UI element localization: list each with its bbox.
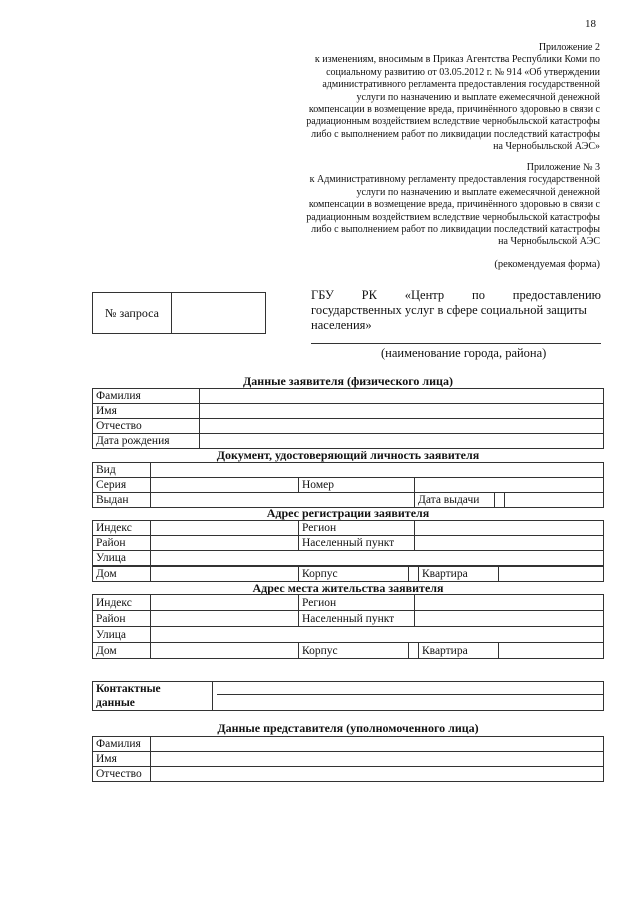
table-row bbox=[93, 419, 604, 434]
live-building-label: Корпус bbox=[299, 643, 409, 659]
table-row bbox=[93, 551, 604, 566]
reg-index-label: Индекс bbox=[93, 521, 151, 536]
doc-number-field[interactable] bbox=[415, 478, 604, 493]
request-number-box bbox=[92, 292, 266, 334]
patronymic-label: Отчество bbox=[93, 419, 200, 434]
org-line-3: населения» bbox=[311, 318, 372, 332]
birth-date-field[interactable] bbox=[200, 434, 604, 449]
live-index-label: Индекс bbox=[93, 595, 151, 611]
rep-name-field[interactable] bbox=[151, 752, 604, 767]
table-row bbox=[93, 434, 604, 449]
representative-table bbox=[92, 736, 604, 782]
surname-field[interactable] bbox=[200, 389, 604, 404]
reg-district-label: Район bbox=[93, 536, 151, 551]
table-row bbox=[93, 737, 604, 752]
appendix-3-line: на Чернобыльской АЭС bbox=[498, 236, 600, 248]
reg-street-label: Улица bbox=[93, 551, 151, 566]
reg-building-field[interactable] bbox=[409, 567, 419, 582]
organization-name bbox=[311, 288, 601, 333]
doc-kind-label: Вид bbox=[93, 463, 151, 478]
appendix-3-line: либо с выполнением работ по ликвидации последствий катастрофы bbox=[311, 224, 600, 236]
org-line-2: государственных услуг в сфере социальной защиты bbox=[311, 303, 587, 317]
rep-patronymic-field[interactable] bbox=[151, 767, 604, 782]
appendix-2-line: Приложение 2 bbox=[538, 42, 600, 53]
table-row bbox=[93, 567, 604, 582]
doc-series-field[interactable] bbox=[151, 478, 299, 493]
patronymic-field[interactable] bbox=[200, 419, 604, 434]
table-row bbox=[93, 643, 604, 659]
appendix-2-line: радиационным воздействием вследствие чернобыльской катастрофы bbox=[306, 116, 600, 128]
contact-label bbox=[93, 682, 213, 711]
reg-address-table bbox=[92, 520, 604, 566]
appendix-2-line: компенсации в возмещение вреда, причинённого здоровью в связи с bbox=[308, 104, 600, 116]
live-house-label: Дом bbox=[93, 643, 151, 659]
request-number-label: № запроса bbox=[93, 293, 172, 333]
org-word: РК bbox=[361, 288, 377, 302]
table-row bbox=[93, 752, 604, 767]
appendix-3-line: компенсации в возмещение вреда, причинённого здоровью в связи с bbox=[308, 199, 600, 211]
doc-issued-by-label: Выдан bbox=[93, 493, 151, 508]
live-region-field[interactable] bbox=[415, 595, 604, 611]
name-label: Имя bbox=[93, 404, 200, 419]
appendix-3-line: услуги по назначению и выплате ежемесячной денежной bbox=[356, 186, 600, 198]
table-row bbox=[93, 463, 604, 478]
live-locality-field[interactable] bbox=[415, 611, 604, 627]
reg-house-field[interactable] bbox=[151, 567, 299, 582]
reg-index-field[interactable] bbox=[151, 521, 299, 536]
doc-issue-date-label: Дата выдачи bbox=[415, 493, 495, 508]
reg-house-table bbox=[92, 566, 604, 582]
reg-address-section-header: Адрес регистрации заявителя bbox=[266, 506, 430, 520]
table-row bbox=[93, 478, 604, 493]
table-row bbox=[93, 404, 604, 419]
live-apartment-field[interactable] bbox=[499, 643, 604, 659]
table-row bbox=[93, 767, 604, 782]
birth-date-label: Дата рождения bbox=[93, 434, 200, 449]
contact-label-line-1: Контактные bbox=[96, 683, 161, 695]
name-field[interactable] bbox=[200, 404, 604, 419]
appendix-3-note bbox=[306, 162, 600, 249]
page-number: 18 bbox=[585, 18, 596, 30]
doc-number-label: Номер bbox=[299, 478, 415, 493]
table-row bbox=[93, 682, 604, 711]
contact-label-line-2: данные bbox=[96, 697, 135, 709]
live-district-label: Район bbox=[93, 611, 151, 627]
doc-series-label: Серия bbox=[93, 478, 151, 493]
live-house-field[interactable] bbox=[151, 643, 299, 659]
reg-region-field[interactable] bbox=[415, 521, 604, 536]
live-address-section-header: Адрес места жительства заявителя bbox=[252, 581, 444, 595]
org-word: ГБУ bbox=[311, 288, 334, 302]
live-address-table bbox=[92, 594, 604, 643]
reg-locality-label: Населенный пункт bbox=[299, 536, 415, 551]
request-number-field[interactable] bbox=[172, 293, 265, 333]
reg-district-field[interactable] bbox=[151, 536, 299, 551]
appendix-2-line: на Чернобыльской АЭС» bbox=[493, 141, 600, 153]
rep-patronymic-label: Отчество bbox=[93, 767, 151, 782]
table-row bbox=[93, 595, 604, 611]
document-section-header: Документ, удостоверяющий личность заявителя bbox=[216, 448, 480, 462]
org-word: предоставлению bbox=[512, 288, 601, 302]
live-building-field[interactable] bbox=[409, 643, 419, 659]
rep-name-label: Имя bbox=[93, 752, 151, 767]
org-word: по bbox=[472, 288, 485, 302]
live-index-field[interactable] bbox=[151, 595, 299, 611]
representative-section-header: Данные представителя (уполномоченного лица) bbox=[217, 721, 479, 735]
live-street-label: Улица bbox=[93, 627, 151, 643]
appendix-3-line: к Административному регламенту предоставления государственной bbox=[309, 174, 600, 186]
city-caption: (наименование города, района) bbox=[381, 346, 547, 360]
contact-table bbox=[92, 681, 604, 711]
appendix-2-line: услуги по назначению и выплате ежемесячной денежной bbox=[356, 91, 600, 103]
table-row bbox=[93, 611, 604, 627]
city-input-line[interactable] bbox=[311, 343, 601, 344]
org-word: «Центр bbox=[404, 288, 445, 302]
surname-label: Фамилия bbox=[93, 389, 200, 404]
reg-region-label: Регион bbox=[299, 521, 415, 536]
appendix-2-line: к изменениям, вносимым в Приказ Агентства Республики Коми по bbox=[314, 54, 600, 66]
live-house-table bbox=[92, 642, 604, 659]
appendix-2-line: либо с выполнением работ по ликвидации последствий катастрофы bbox=[311, 128, 600, 140]
reg-locality-field[interactable] bbox=[415, 536, 604, 551]
reg-street-field[interactable] bbox=[151, 551, 604, 566]
reg-building-label: Корпус bbox=[299, 567, 409, 582]
reg-house-label: Дом bbox=[93, 567, 151, 582]
live-region-label: Регион bbox=[299, 595, 415, 611]
document-table bbox=[92, 462, 604, 508]
appendix-3-line: Приложение № 3 bbox=[526, 162, 600, 173]
appendix-2-note bbox=[306, 42, 600, 154]
live-district-field[interactable] bbox=[151, 611, 299, 627]
appendix-3-line: радиационным воздействием вследствие чернобыльской катастрофы bbox=[306, 211, 600, 223]
live-locality-label: Населенный пункт bbox=[299, 611, 415, 627]
reg-apartment-field[interactable] bbox=[499, 567, 604, 582]
applicant-section-header: Данные заявителя (физического лица) bbox=[243, 374, 453, 388]
rep-surname-label: Фамилия bbox=[93, 737, 151, 752]
contact-field[interactable] bbox=[213, 682, 604, 711]
table-row bbox=[93, 521, 604, 536]
applicant-table bbox=[92, 388, 604, 449]
live-street-field[interactable] bbox=[151, 627, 604, 643]
rep-surname-field[interactable] bbox=[151, 737, 604, 752]
doc-kind-field[interactable] bbox=[151, 463, 604, 478]
table-row bbox=[93, 536, 604, 551]
table-row bbox=[93, 627, 604, 643]
appendix-2-line: административного регламента предоставления государственной bbox=[322, 79, 600, 91]
table-row bbox=[93, 389, 604, 404]
appendix-2-line: социальному развитию от 03.05.2012 г. № 914 «Об утверждении bbox=[326, 66, 600, 78]
live-apartment-label: Квартира bbox=[419, 643, 499, 659]
recommended-form-note: (рекомендуемая форма) bbox=[494, 259, 600, 270]
reg-apartment-label: Квартира bbox=[419, 567, 499, 582]
